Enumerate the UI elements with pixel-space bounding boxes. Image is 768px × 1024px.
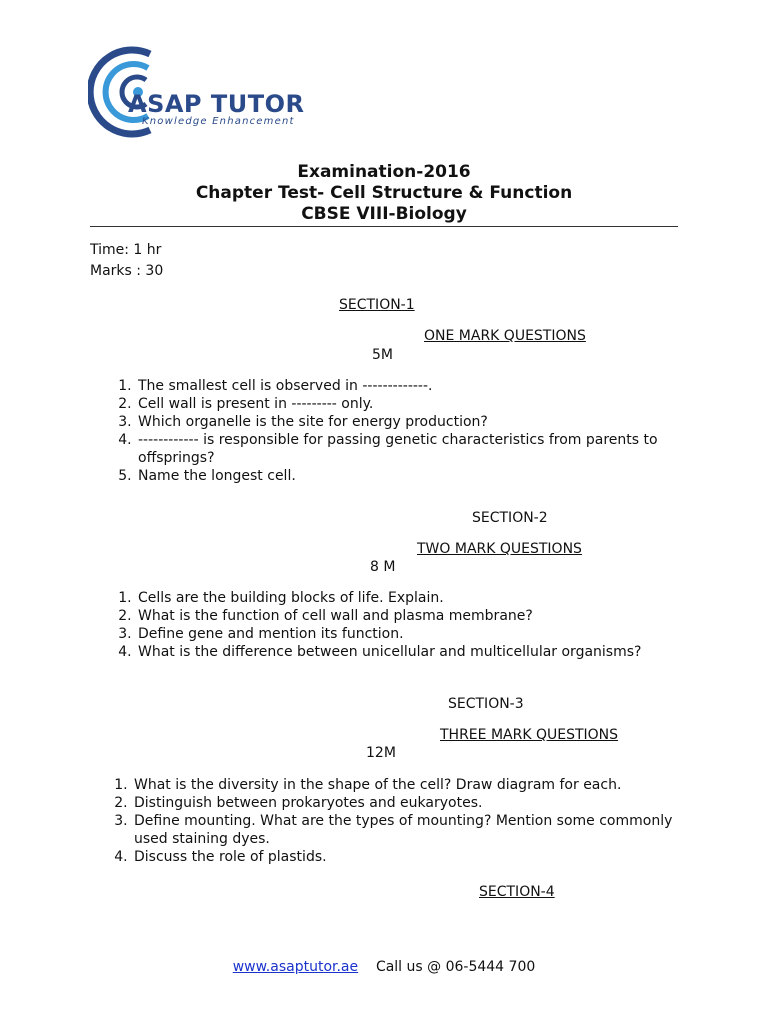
question-item: 1. Cells are the building blocks of life. Explain. (136, 589, 736, 607)
website-link[interactable]: www.asaptutor.ae (232, 959, 359, 975)
question-item: 5. Name the longest cell. (136, 467, 726, 485)
section-3-questions (86, 776, 692, 866)
question-item: 1. What is the diversity in the shape of the cell? Draw diagram for each. (132, 776, 692, 794)
question-item: 3. Define mounting. What are the types of mounting? Mention some commonly used staining dyes. (132, 812, 692, 848)
question-item: 3. Which organelle is the site for energy production? (136, 413, 726, 431)
question-item: 2. What is the function of cell wall and plasma membrane? (136, 607, 736, 625)
section-3-subtitle: THREE MARK QUESTIONS (440, 727, 619, 743)
section-2-subtitle: TWO MARK QUESTIONS (417, 541, 582, 557)
section-4-title: SECTION-4 (479, 884, 555, 900)
section-2-title: SECTION-2 (472, 510, 548, 526)
question-item: 3. Define gene and mention its function. (136, 625, 736, 643)
logo-tagline: Knowledge Enhancement (142, 116, 295, 127)
exam-title: Examination-2016 (297, 162, 471, 182)
phone-contact: Call us @ 06-5444 700 (375, 959, 536, 975)
section-3-marks: 12M (366, 745, 396, 761)
page-footer (0, 959, 768, 975)
section-1-marks: 5M (372, 347, 393, 363)
board-subject: CBSE VIII-Biology (301, 204, 467, 224)
marks-label: Marks : 30 (90, 263, 164, 279)
question-item: 2. Cell wall is present in --------- only. (136, 395, 726, 413)
section-2-marks: 8 M (370, 559, 396, 575)
section-3-title: SECTION-3 (448, 696, 524, 712)
question-item: 4. ------------ is responsible for passing genetic characteristics from parents to offsprings? (136, 431, 726, 467)
question-item: 1. The smallest cell is observed in -------------. (136, 377, 726, 395)
section-1-subtitle: ONE MARK QUESTIONS (424, 328, 586, 344)
header-divider (90, 226, 678, 227)
section-2-questions (90, 589, 736, 661)
logo-name: ASAP TUTOR (128, 90, 305, 118)
question-item: 4. Discuss the role of plastids. (132, 848, 692, 866)
time-label: Time: 1 hr (90, 242, 162, 258)
question-item: 2. Distinguish between prokaryotes and eukaryotes. (132, 794, 692, 812)
section-1-title: SECTION-1 (339, 297, 415, 313)
chapter-title: Chapter Test- Cell Structure & Function (195, 183, 573, 203)
section-1-questions (90, 377, 726, 485)
question-item: 4. What is the difference between unicellular and multicellular organisms? (136, 643, 736, 661)
